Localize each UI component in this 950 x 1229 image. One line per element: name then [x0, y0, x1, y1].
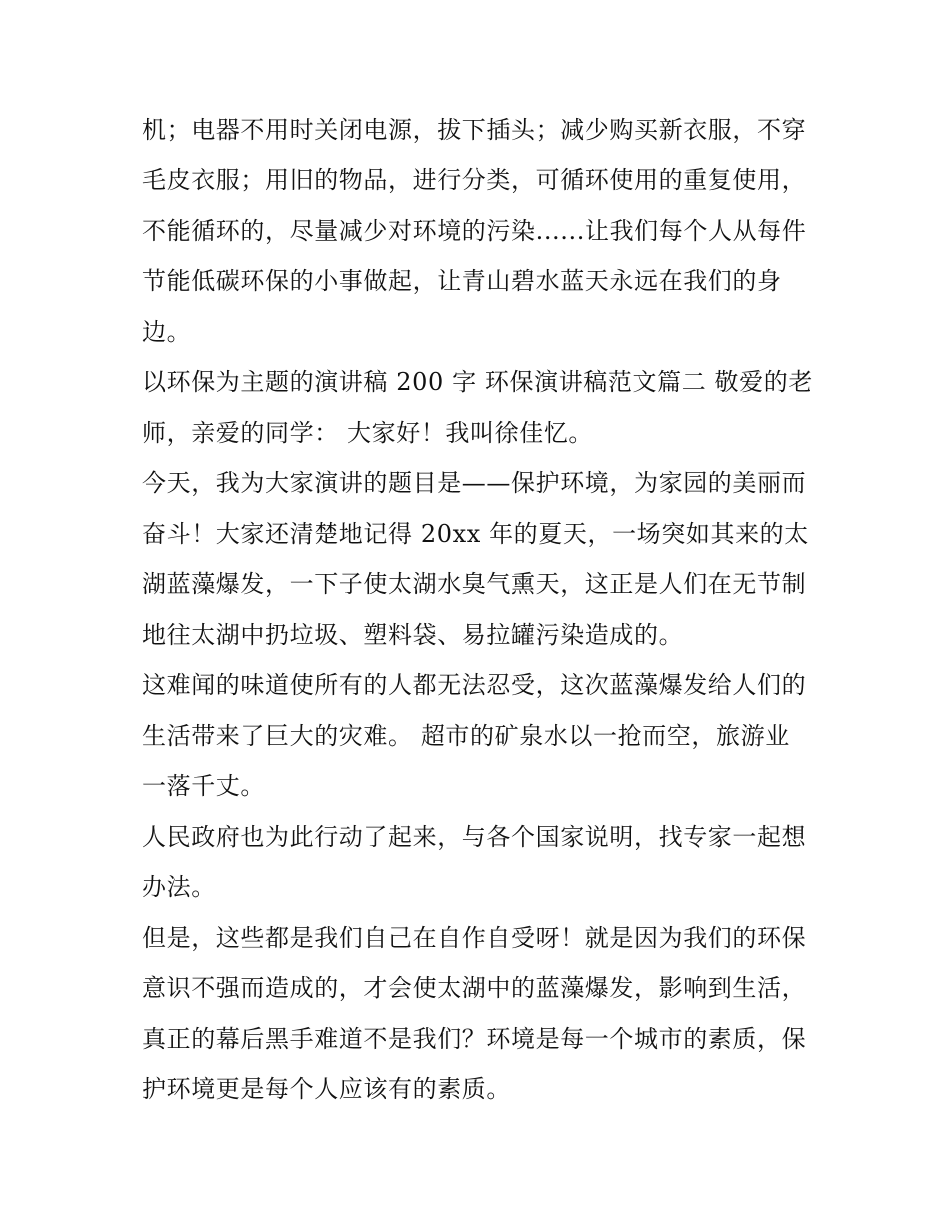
text-line: 意识不强而造成的，才会使太湖中的蓝藻爆发，影响到生活， [142, 974, 807, 1002]
text-line: 生活带来了巨大的灾难。 超市的矿泉水以一抢而空，旅游业 [142, 722, 790, 750]
text-line: 以环保为主题的演讲稿 200 字 环保演讲稿范文篇二 敬爱的老 [142, 368, 813, 396]
text-line: 一落千丈。 [142, 772, 265, 800]
text-line: 办法。 [142, 873, 216, 901]
text-line: 不能循环的，尽量减少对环境的污染......让我们每个人从每件 [142, 217, 807, 245]
text-line: 护环境更是每个人应该有的素质。 [142, 1075, 511, 1103]
text-line: 人民政府也为此行动了起来，与各个国家说明，找专家一起想 [142, 823, 807, 851]
text-line: 但是，这些都是我们自己在自作自受呀！就是因为我们的环保 [142, 924, 807, 952]
text-line: 这难闻的味道使所有的人都无法忍受，这次蓝藻爆发给人们的 [142, 671, 807, 699]
text-line: 地往太湖中扔垃圾、塑料袋、易拉罐污染造成的。 [142, 621, 684, 649]
text-line: 奋斗！大家还清楚地记得 20xx 年的夏天，一场突如其来的太 [142, 520, 809, 548]
text-line: 今天，我为大家演讲的题目是——保护环境，为家园的美丽而 [142, 469, 807, 497]
text-line: 毛皮衣服；用旧的物品，进行分类，可循环使用的重复使用， [142, 166, 807, 194]
text-line: 节能低碳环保的小事做起，让青山碧水蓝天永远在我们的身 [142, 267, 782, 295]
text-line: 真正的幕后黑手难道不是我们？环境是每一个城市的素质，保 [142, 1025, 807, 1053]
text-line: 机；电器不用时关闭电源，拔下插头；减少购买新衣服，不穿 [142, 116, 807, 144]
text-line: 湖蓝藻爆发，一下子使太湖水臭气熏天，这正是人们在无节制 [142, 570, 807, 598]
text-line: 边。 [142, 318, 192, 346]
text-line: 师，亲爱的同学： 大家好！我叫徐佳忆。 [142, 419, 594, 447]
